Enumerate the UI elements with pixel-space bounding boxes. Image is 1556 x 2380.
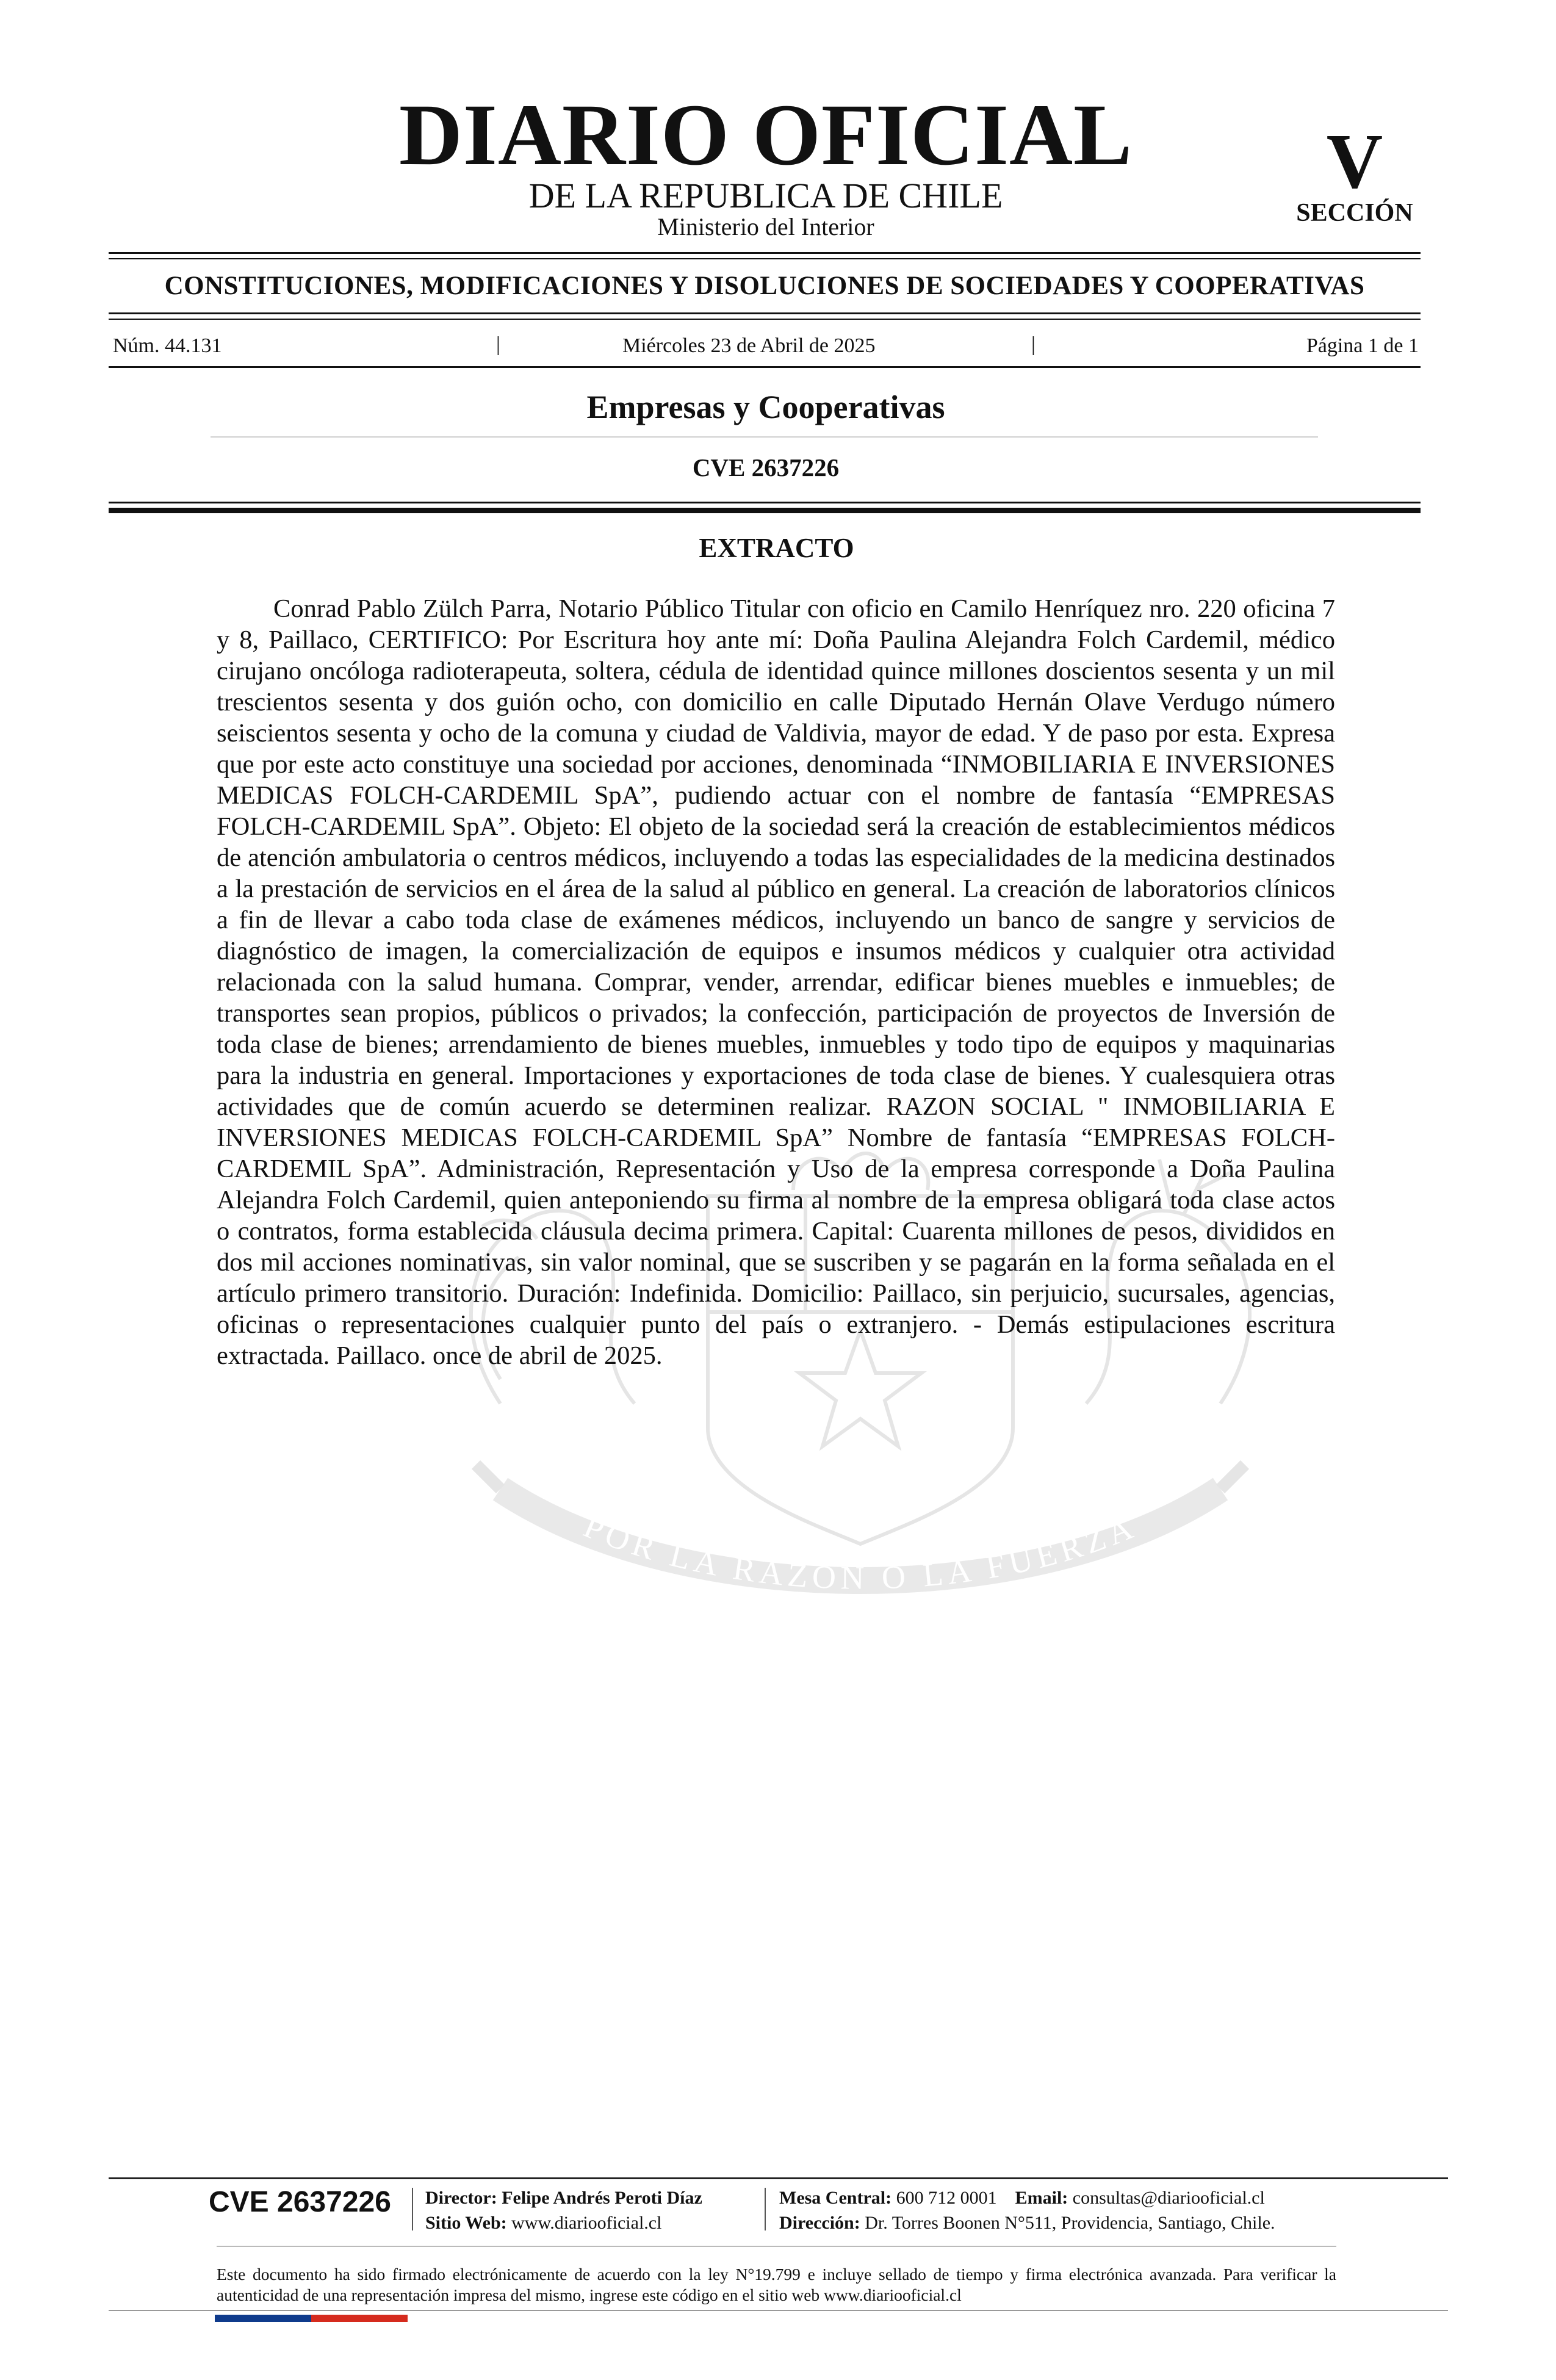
footer-website: Sitio Web: www.diariooficial.cl <box>425 2213 662 2233</box>
masthead-ministry: Ministerio del Interior <box>657 213 874 240</box>
section-word: SECCIÓN <box>1296 199 1413 227</box>
svg-text:POR LA RAZON O LA FUERZA <box>578 1507 1142 1596</box>
footer-divider <box>412 2188 413 2230</box>
issue-rule <box>109 366 1421 368</box>
banner-rule-bottom <box>109 312 1421 314</box>
banner-rule-bottom-inner <box>109 319 1421 320</box>
issue-number: Núm. 44.131 <box>113 334 222 357</box>
footer-cve: CVE 2637226 <box>209 2186 391 2218</box>
flag-stripe-red <box>311 2315 408 2322</box>
masthead-rule-top <box>109 252 1421 254</box>
document-cve: CVE 2637226 <box>692 453 840 481</box>
document-body: Conrad Pablo Zülch Parra, Notario Público Titular con oficio en Camilo Henríquez nro. 220 oficina 7 y 8, Paillaco, CERTIFICO: Por Escritura hoy ante mí: Doña Paulina Alejandra Folch Cardemil, médico cirujano oncóloga radioterapeuta, soltera, cédula de identidad quince millones doscientos sesenta y un mil trescientos sesenta y dos guión ocho, con domicilio en calle Diputado Hernán Olave Verdugo número seiscientos sesenta y ocho de la comuna y ciudad de Valdivia, mayor de edad. Y de paso por esta. Expresa que por este acto constituye una sociedad por acciones, denominada “INMOBILIARIA E INVERSIONES MEDICAS FOLCH-CARDEMIL SpA”, pudiendo actuar con el nombre de fantasía “EMPRESAS FOLCH-CARDEMIL SpA”. Objeto: El objeto de la sociedad será la creación de establecimientos médicos de atención ambulatoria o centros médicos, incluyendo a todas las especialidades de la medicina destinados a la prestación de servicios en el área de la salud al público en general. La creación de laboratorios clínicos a fin de llevar a cabo toda clase de exámenes médicos, incluyendo un banco de sangre y servicios de diagnóstico de imagen, la comercialización de equipos e insumos médicos y cualquier otra actividad relacionada con la salud humana. Comprar, vender, arrendar, edificar bienes muebles e inmuebles; de transportes sean propios, públicos o privados; la confección, participación de proyectos de Inversión de toda clase de bienes; arrendamiento de bienes muebles, inmuebles y todo tipo de equipos y maquinarias para la industria en general. Importaciones y exportaciones de toda clase de bienes. Y cualesquiera otras actividades que de común acuerdo se determinen realizar. RAZON SOCIAL " INMOBILIARIA E INVERSIONES MEDICAS FOLCH-CARDEMIL SpA” Nombre de fantasía “EMPRESAS FOLCH-CARDEMIL SpA”. Administración, Representación y Uso de la empresa corresponde a Doña Paulina Alejandra Folch Cardemil, quien anteponiendo su firma al nombre de la empresa obligará toda clase actos o contratos, forma establecida cláusula decima primera. Capital: Cuarenta millones de pesos, divididos en dos mil acciones nominativas, sin valor nominal, que se suscriben y se pagarán en la forma señalada en el artículo primero transitorio. Duración: Indefinida. Domicilio: Paillaco, sin perjuicio, sucursales, agencias, oficinas o representaciones cualquier punto del país o extranjero. - Demás estipulaciones escritura extractada. Paillaco. once de abril de 2025. <box>217 594 1335 1370</box>
footer-divider <box>765 2188 766 2230</box>
footer-rule-middle <box>217 2246 1336 2247</box>
issue-date: Miércoles 23 de Abril de 2025 <box>622 334 876 357</box>
footer-phone: Mesa Central: 600 712 0001 Email: consultas@diariooficial.cl <box>779 2188 1265 2208</box>
issue-page: Página 1 de 1 <box>1306 334 1419 357</box>
masthead-rule-top-inner <box>109 258 1421 259</box>
section-letter: V <box>1326 118 1383 204</box>
cve-rule-thin <box>109 502 1421 503</box>
footer-rule-top <box>109 2177 1448 2179</box>
section-heading: Empresas y Cooperativas <box>586 389 945 425</box>
masthead-subtitle: DE LA REPUBLICA DE CHILE <box>528 176 1003 215</box>
document-title: EXTRACTO <box>699 533 854 563</box>
issue-separator: | <box>1031 333 1036 356</box>
category-banner: CONSTITUCIONES, MODIFICACIONES Y DISOLUCIONES DE SOCIEDADES Y COOPERATIVAS <box>164 272 1365 300</box>
cve-rule-thick <box>109 508 1421 513</box>
section-heading-underline <box>211 436 1318 438</box>
footer-address: Dirección: Dr. Torres Boonen N°511, Providencia, Santiago, Chile. <box>779 2213 1275 2233</box>
issue-separator: | <box>496 333 500 356</box>
footer-director: Director: Felipe Andrés Peroti Díaz <box>425 2188 702 2208</box>
footer-legal-notice: Este documento ha sido firmado electrónicamente de acuerdo con la ley N°19.799 e incluye sellado de tiempo y firma electrónica avanzada. Para verificar la autenticidad de una representación impresa del mismo, ingrese este código en el sitio web www.diariooficial.cl <box>217 2265 1336 2304</box>
flag-stripe-blue <box>215 2315 311 2322</box>
watermark-motto: POR LA RAZON O LA FUERZA <box>578 1507 1142 1596</box>
footer-rule-bottom <box>109 2310 1448 2311</box>
masthead-title: DIARIO OFICIAL <box>398 87 1133 184</box>
